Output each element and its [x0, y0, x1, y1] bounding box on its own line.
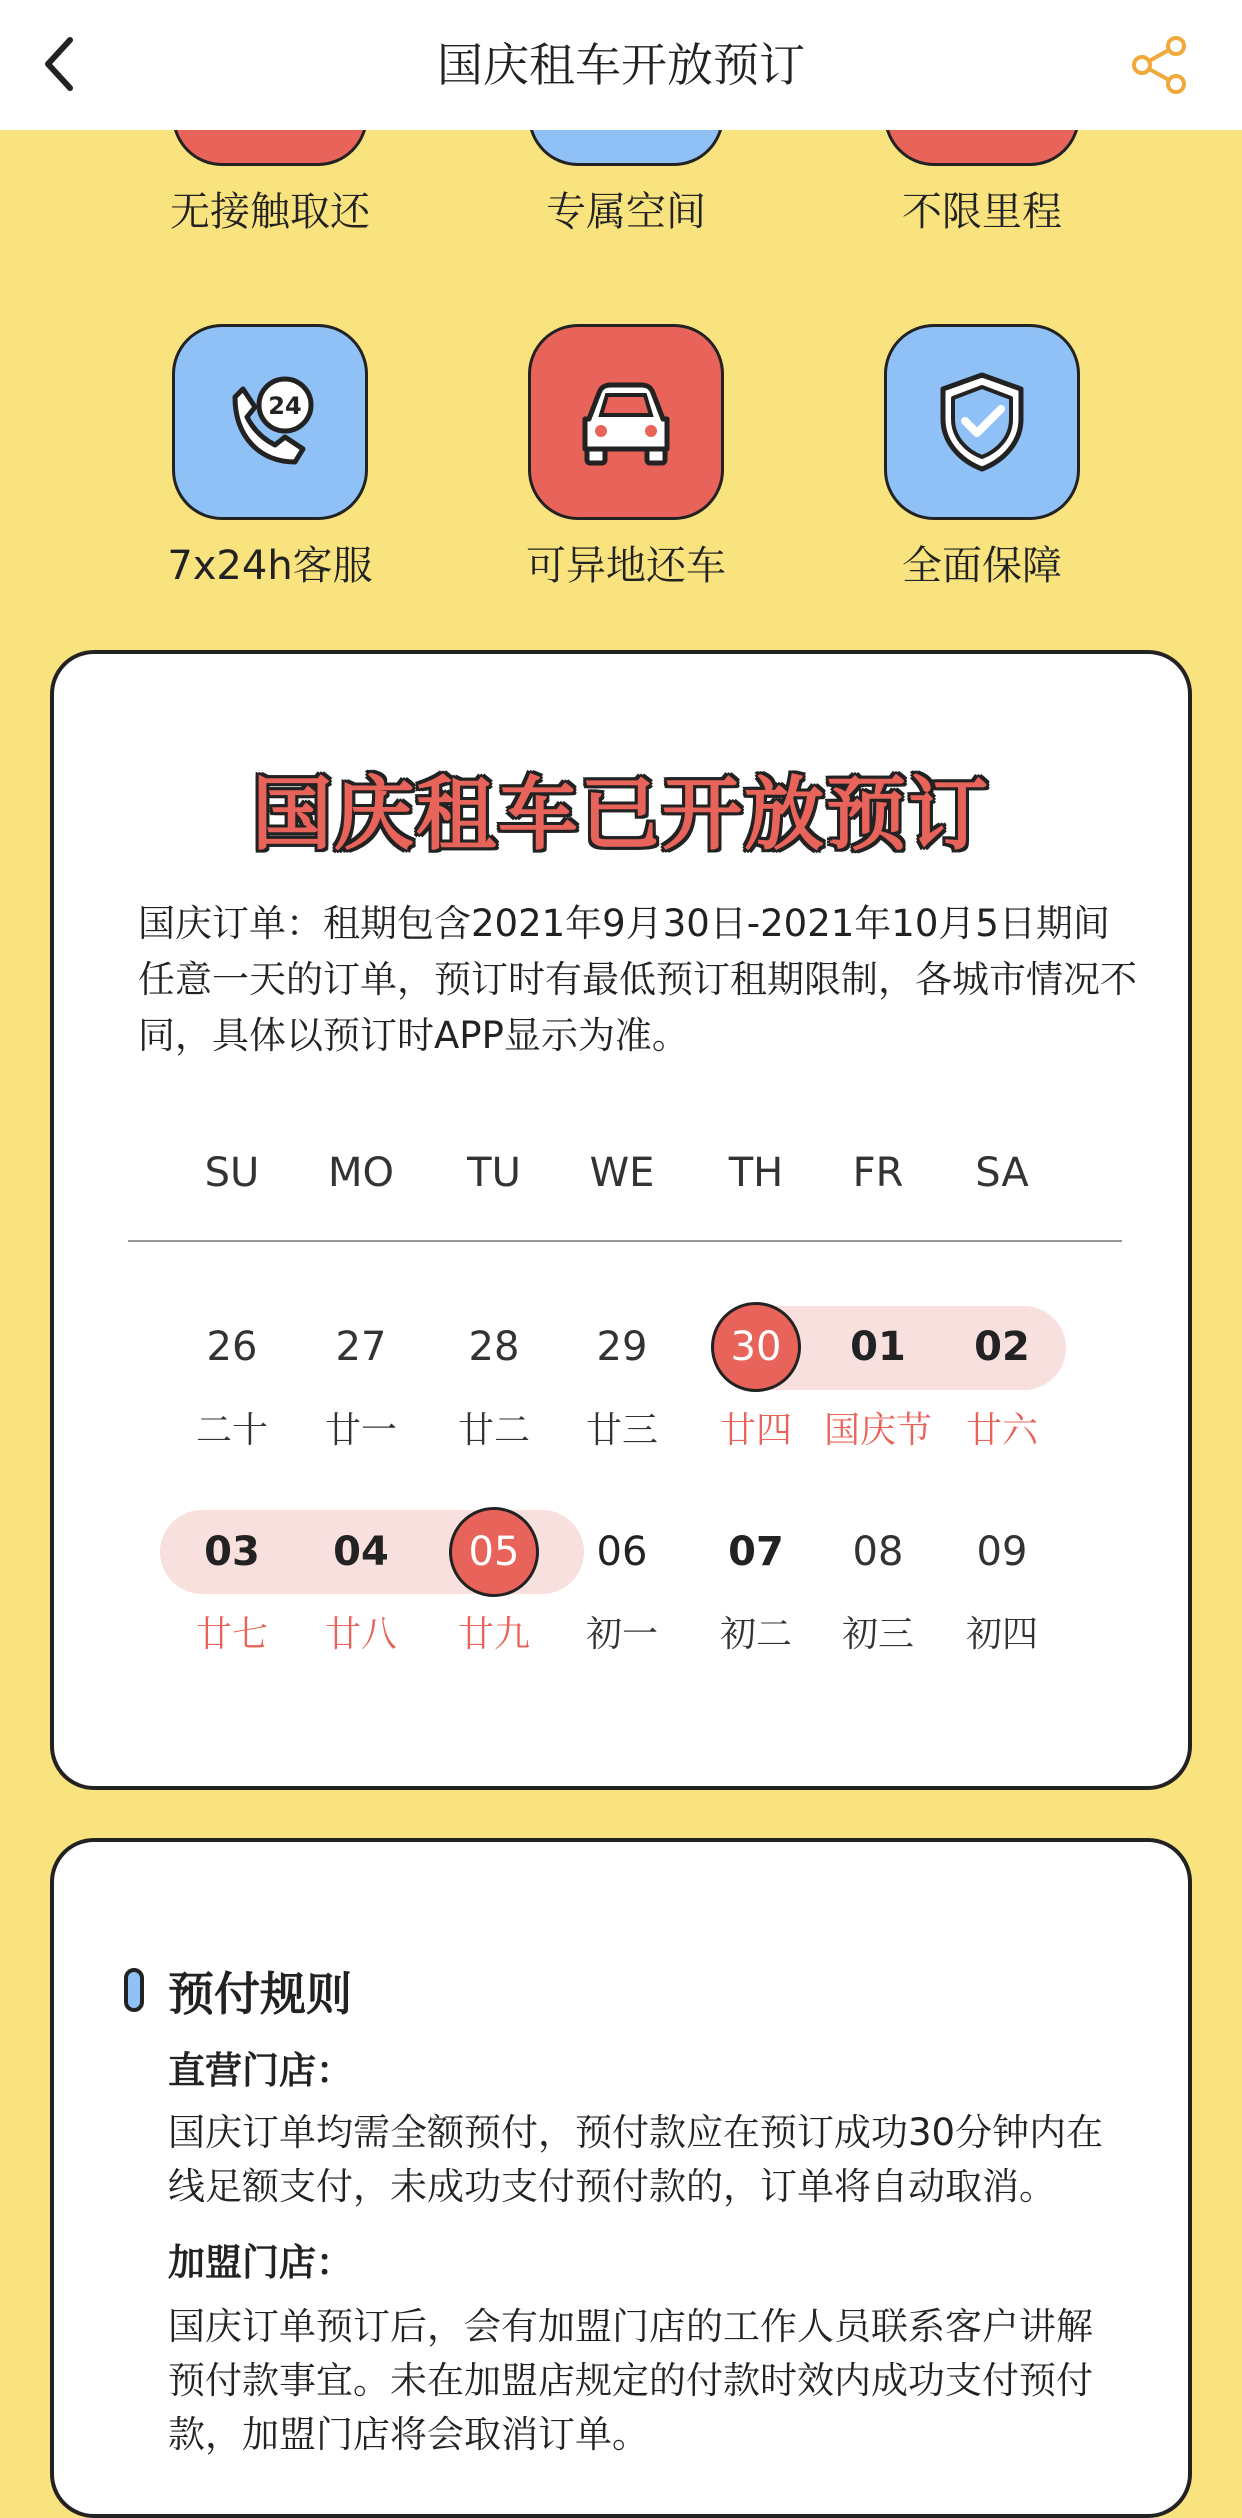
- calendar-divider: [128, 1240, 1122, 1242]
- calendar-day-selected-end[interactable]: 05: [449, 1507, 539, 1597]
- lunar-date: 廿三: [585, 1410, 658, 1451]
- calendar-day[interactable]: 02: [974, 1324, 1030, 1370]
- calendar-day[interactable]: 26: [206, 1324, 258, 1370]
- lunar-date: 廿二: [457, 1410, 530, 1451]
- calendar-day[interactable]: 09: [976, 1529, 1028, 1575]
- svg-text:24: 24: [268, 392, 302, 420]
- feature-label: 7x24h客服: [167, 543, 373, 589]
- franchise-store-title: 加盟门店：: [168, 2241, 353, 2284]
- calendar-day[interactable]: 03: [204, 1529, 260, 1575]
- calendar-day-selected-start[interactable]: 30: [711, 1302, 801, 1392]
- calendar-day[interactable]: 08: [852, 1529, 904, 1575]
- feature-tile: [528, 324, 724, 520]
- weekday-su: SU: [204, 1150, 260, 1196]
- calendar-day[interactable]: 04: [333, 1529, 389, 1575]
- lunar-date: 初二: [719, 1614, 792, 1655]
- lunar-date-holiday: 国庆节: [823, 1410, 932, 1451]
- lunar-date: 廿一: [324, 1410, 397, 1451]
- calendar-day[interactable]: 06: [596, 1529, 648, 1575]
- page-title: 国庆租车开放预订: [437, 38, 805, 92]
- feature-label-unlimited-mileage: 不限里程: [902, 189, 1062, 235]
- weekday-mo: MO: [328, 1150, 394, 1196]
- calendar-card-desc: 国庆订单：租期包含2021年9月30日-2021年10月5日期间任意一天的订单，预订时有最低预订租期限制，各城市情况不同，具体以预订时APP显示为准。: [138, 902, 1137, 1057]
- rules-section-title: 预付规则: [168, 1967, 352, 2021]
- feature-customer-service: [100, 324, 440, 591]
- direct-store-title: 直营门店：: [168, 2049, 353, 2092]
- calendar-day[interactable]: 07: [728, 1529, 784, 1575]
- feature-tile: [172, 324, 368, 520]
- lunar-date: 初三: [841, 1614, 914, 1655]
- section-marker-icon: [124, 1968, 144, 2012]
- weekday-th: TH: [728, 1150, 784, 1196]
- phone-24h-icon: [205, 357, 335, 487]
- calendar-day[interactable]: 29: [596, 1324, 648, 1370]
- weekday-sa: SA: [975, 1150, 1029, 1196]
- lunar-date: 廿六: [965, 1410, 1038, 1451]
- lunar-date: 廿七: [195, 1614, 268, 1655]
- feature-tile: [884, 324, 1080, 520]
- share-button[interactable]: [1128, 34, 1190, 96]
- calendar-card-title: 国庆租车已开放预订: [252, 768, 990, 861]
- feature-full-protection: [812, 324, 1152, 591]
- calendar-day[interactable]: 01: [850, 1324, 906, 1370]
- lunar-date: 初一: [585, 1614, 658, 1655]
- feature-label: 可异地还车: [526, 543, 726, 589]
- feature-one-way-return: [456, 324, 796, 591]
- lunar-date: 廿八: [324, 1614, 397, 1655]
- lunar-date: 廿四: [719, 1410, 792, 1451]
- franchise-store-text: 国庆订单预订后，会有加盟门店的工作人员联系客户讲解预付款事宜。未在加盟店规定的付款时效内成功支付预付款，加盟门店将会取消订单。: [168, 2305, 1093, 2456]
- weekday-we: WE: [589, 1150, 655, 1196]
- weekday-tu: TU: [467, 1150, 521, 1196]
- car-icon: [561, 357, 691, 487]
- weekday-fr: FR: [852, 1150, 904, 1196]
- lunar-date: 廿九: [457, 1614, 530, 1655]
- calendar-day[interactable]: 28: [468, 1324, 520, 1370]
- calendar-day[interactable]: 27: [335, 1324, 387, 1370]
- lunar-date: 初四: [965, 1614, 1038, 1655]
- calendar-card: [50, 650, 1192, 1790]
- top-bar: [0, 0, 1242, 130]
- direct-store-text: 国庆订单均需全额预付，预付款应在预订成功30分钟内在线足额支付，未成功支付预付款的，订单将自动取消。: [168, 2111, 1104, 2208]
- lunar-date: 二十: [195, 1410, 268, 1451]
- feature-label-private-space: 专属空间: [546, 189, 706, 235]
- feature-label-contactless: 无接触取还: [170, 189, 370, 235]
- feature-label: 全面保障: [902, 543, 1062, 589]
- share-icon: [1128, 34, 1190, 96]
- shield-check-icon: [917, 357, 1047, 487]
